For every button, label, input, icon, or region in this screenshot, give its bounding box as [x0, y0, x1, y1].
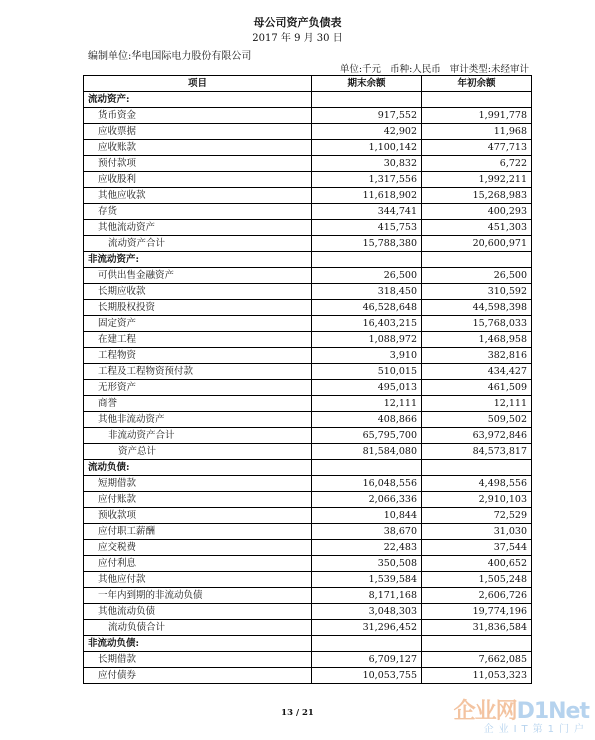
watermark-brand: 企业网: [453, 699, 517, 724]
end-balance-cell: 65,795,700: [312, 428, 422, 444]
end-balance-cell: 1,100,142: [312, 140, 422, 156]
table-row: [84, 300, 532, 316]
begin-balance-cell: [422, 252, 532, 268]
watermark-net: D1Net: [516, 699, 589, 724]
row-label: 一年内到期的非流动负债: [84, 588, 312, 604]
end-balance-cell: 495,013: [312, 380, 422, 396]
end-balance-cell: 1,317,556: [312, 172, 422, 188]
row-label: 预收款项: [84, 508, 312, 524]
begin-balance-cell: 72,529: [422, 508, 532, 524]
table-row: [84, 380, 532, 396]
table-row: [84, 572, 532, 588]
row-label: 非流动资产合计: [84, 428, 312, 444]
table-row: [84, 396, 532, 412]
table-row: [84, 268, 532, 284]
begin-balance-cell: 382,816: [422, 348, 532, 364]
row-label: 应付职工薪酬: [84, 524, 312, 540]
table-row: [84, 476, 532, 492]
statement-title: 母公司资产负债表: [253, 16, 342, 29]
row-label: 非流动负债:: [84, 636, 312, 652]
begin-balance-cell: 434,427: [422, 364, 532, 380]
begin-balance-cell: 37,544: [422, 540, 532, 556]
table-row: [84, 348, 532, 364]
end-balance-cell: 16,048,556: [312, 476, 422, 492]
begin-balance-cell: 400,293: [422, 204, 532, 220]
begin-balance-cell: 1,991,778: [422, 108, 532, 124]
begin-balance-cell: 2,606,726: [422, 588, 532, 604]
end-balance-cell: 510,015: [312, 364, 422, 380]
end-balance-cell: 318,450: [312, 284, 422, 300]
row-label: 商誉: [84, 396, 312, 412]
begin-balance-cell: 19,774,196: [422, 604, 532, 620]
row-label: 非流动资产:: [84, 252, 312, 268]
row-label: 长期借款: [84, 652, 312, 668]
row-label: 无形资产: [84, 380, 312, 396]
end-balance-cell: 38,670: [312, 524, 422, 540]
end-balance-cell: 344,741: [312, 204, 422, 220]
row-label: 其他应付款: [84, 572, 312, 588]
table-row: [84, 588, 532, 604]
row-label: 应收股利: [84, 172, 312, 188]
begin-balance-cell: 4,498,556: [422, 476, 532, 492]
begin-balance-cell: 2,910,103: [422, 492, 532, 508]
statement-date: 2017 年 9 月 30 日: [252, 33, 343, 44]
section-row: [84, 636, 532, 652]
section-row: [84, 92, 532, 108]
end-balance-cell: 46,528,648: [312, 300, 422, 316]
end-balance-cell: 917,552: [312, 108, 422, 124]
begin-balance-cell: 20,600,971: [422, 236, 532, 252]
begin-balance-cell: 11,968: [422, 124, 532, 140]
table-row: [84, 444, 532, 460]
end-balance-cell: 3,048,303: [312, 604, 422, 620]
begin-balance-cell: 461,509: [422, 380, 532, 396]
balance-sheet-table: [83, 75, 532, 684]
end-balance-cell: 1,088,972: [312, 332, 422, 348]
row-label: 可供出售金融资产: [84, 268, 312, 284]
row-label: 其他流动资产: [84, 220, 312, 236]
table-row: [84, 220, 532, 236]
row-label: 货币资金: [84, 108, 312, 124]
begin-balance-cell: 84,573,817: [422, 444, 532, 460]
row-label: 长期应收款: [84, 284, 312, 300]
begin-balance-cell: 1,505,248: [422, 572, 532, 588]
end-balance-cell: 26,500: [312, 268, 422, 284]
table-row: [84, 124, 532, 140]
currency: 币种:人民币: [390, 64, 441, 75]
end-balance-cell: 10,844: [312, 508, 422, 524]
row-label: 流动资产:: [84, 92, 312, 108]
section-row: [84, 460, 532, 476]
table-header-row: [84, 76, 532, 92]
end-balance-cell: 8,171,168: [312, 588, 422, 604]
begin-balance-cell: 44,598,398: [422, 300, 532, 316]
begin-balance-cell: 310,592: [422, 284, 532, 300]
table-row: [84, 556, 532, 572]
end-balance-cell: [312, 252, 422, 268]
row-label: 在建工程: [84, 332, 312, 348]
table-row: [84, 188, 532, 204]
table-row: [84, 364, 532, 380]
end-balance-cell: 15,788,380: [312, 236, 422, 252]
table-row: [84, 172, 532, 188]
begin-balance-cell: 509,502: [422, 412, 532, 428]
end-balance-cell: 30,832: [312, 156, 422, 172]
table-row: [84, 508, 532, 524]
begin-balance-cell: 7,662,085: [422, 652, 532, 668]
table-row: [84, 332, 532, 348]
row-label: 应收票据: [84, 124, 312, 140]
row-label: 其他应收款: [84, 188, 312, 204]
end-balance-cell: 42,902: [312, 124, 422, 140]
row-label: 工程及工程物资预付款: [84, 364, 312, 380]
table-row: [84, 620, 532, 636]
table-row: [84, 604, 532, 620]
page-number: 13 / 21: [281, 708, 314, 718]
column-header-end-balance: 期末余额: [312, 76, 422, 92]
begin-balance-cell: 15,268,983: [422, 188, 532, 204]
row-label: 其他非流动资产: [84, 412, 312, 428]
column-header-item: 项目: [84, 76, 312, 92]
end-balance-cell: 415,753: [312, 220, 422, 236]
row-label: 固定资产: [84, 316, 312, 332]
table-body: [84, 92, 532, 684]
table-row: [84, 428, 532, 444]
reporting-entity: 编制单位:华电国际电力股份有限公司: [88, 51, 252, 62]
end-balance-cell: 350,508: [312, 556, 422, 572]
row-label: 资产总计: [84, 444, 312, 460]
end-balance-cell: 2,066,336: [312, 492, 422, 508]
table-row: [84, 524, 532, 540]
row-label: 应付债券: [84, 668, 312, 684]
end-balance-cell: 3,910: [312, 348, 422, 364]
row-label: 流动资产合计: [84, 236, 312, 252]
end-balance-cell: 31,296,452: [312, 620, 422, 636]
table-row: [84, 492, 532, 508]
table-row: [84, 316, 532, 332]
row-label: 应付账款: [84, 492, 312, 508]
table-row: [84, 108, 532, 124]
end-balance-cell: 11,618,902: [312, 188, 422, 204]
row-label: 应付利息: [84, 556, 312, 572]
end-balance-cell: 16,403,215: [312, 316, 422, 332]
row-label: 长期股权投资: [84, 300, 312, 316]
table-row: [84, 284, 532, 300]
begin-balance-cell: 63,972,846: [422, 428, 532, 444]
begin-balance-cell: 31,030: [422, 524, 532, 540]
begin-balance-cell: [422, 636, 532, 652]
row-label: 其他流动负债: [84, 604, 312, 620]
row-label: 流动负债合计: [84, 620, 312, 636]
begin-balance-cell: 12,111: [422, 396, 532, 412]
begin-balance-cell: 451,303: [422, 220, 532, 236]
begin-balance-cell: 11,053,323: [422, 668, 532, 684]
table-row: [84, 652, 532, 668]
end-balance-cell: 81,584,080: [312, 444, 422, 460]
end-balance-cell: [312, 636, 422, 652]
table-row: [84, 156, 532, 172]
row-label: 应收账款: [84, 140, 312, 156]
row-label: 预付款项: [84, 156, 312, 172]
table-row: [84, 668, 532, 684]
table-row: [84, 140, 532, 156]
row-label: 工程物资: [84, 348, 312, 364]
row-label: 存货: [84, 204, 312, 220]
audit-type: 审计类型:未经审计: [449, 64, 529, 75]
end-balance-cell: 408,866: [312, 412, 422, 428]
end-balance-cell: 1,539,584: [312, 572, 422, 588]
row-label: 应交税费: [84, 540, 312, 556]
end-balance-cell: [312, 460, 422, 476]
statement-meta: [334, 61, 529, 75]
currency-unit: 单位:千元: [339, 64, 382, 75]
watermark-logo: [454, 700, 589, 736]
end-balance-cell: [312, 92, 422, 108]
begin-balance-cell: 1,992,211: [422, 172, 532, 188]
begin-balance-cell: 6,722: [422, 156, 532, 172]
row-label: 短期借款: [84, 476, 312, 492]
begin-balance-cell: 15,768,033: [422, 316, 532, 332]
begin-balance-cell: 26,500: [422, 268, 532, 284]
watermark-tagline: 企业IT第1门户: [483, 724, 589, 735]
row-label: 流动负债:: [84, 460, 312, 476]
end-balance-cell: 12,111: [312, 396, 422, 412]
begin-balance-cell: 31,836,584: [422, 620, 532, 636]
table-row: [84, 540, 532, 556]
table-row: [84, 412, 532, 428]
begin-balance-cell: [422, 92, 532, 108]
end-balance-cell: 22,483: [312, 540, 422, 556]
begin-balance-cell: [422, 460, 532, 476]
begin-balance-cell: 1,468,958: [422, 332, 532, 348]
section-row: [84, 252, 532, 268]
end-balance-cell: 10,053,755: [312, 668, 422, 684]
begin-balance-cell: 400,652: [422, 556, 532, 572]
begin-balance-cell: 477,713: [422, 140, 532, 156]
end-balance-cell: 6,709,127: [312, 652, 422, 668]
column-header-begin-balance: 年初余额: [422, 76, 532, 92]
table-row: [84, 236, 532, 252]
table-row: [84, 204, 532, 220]
